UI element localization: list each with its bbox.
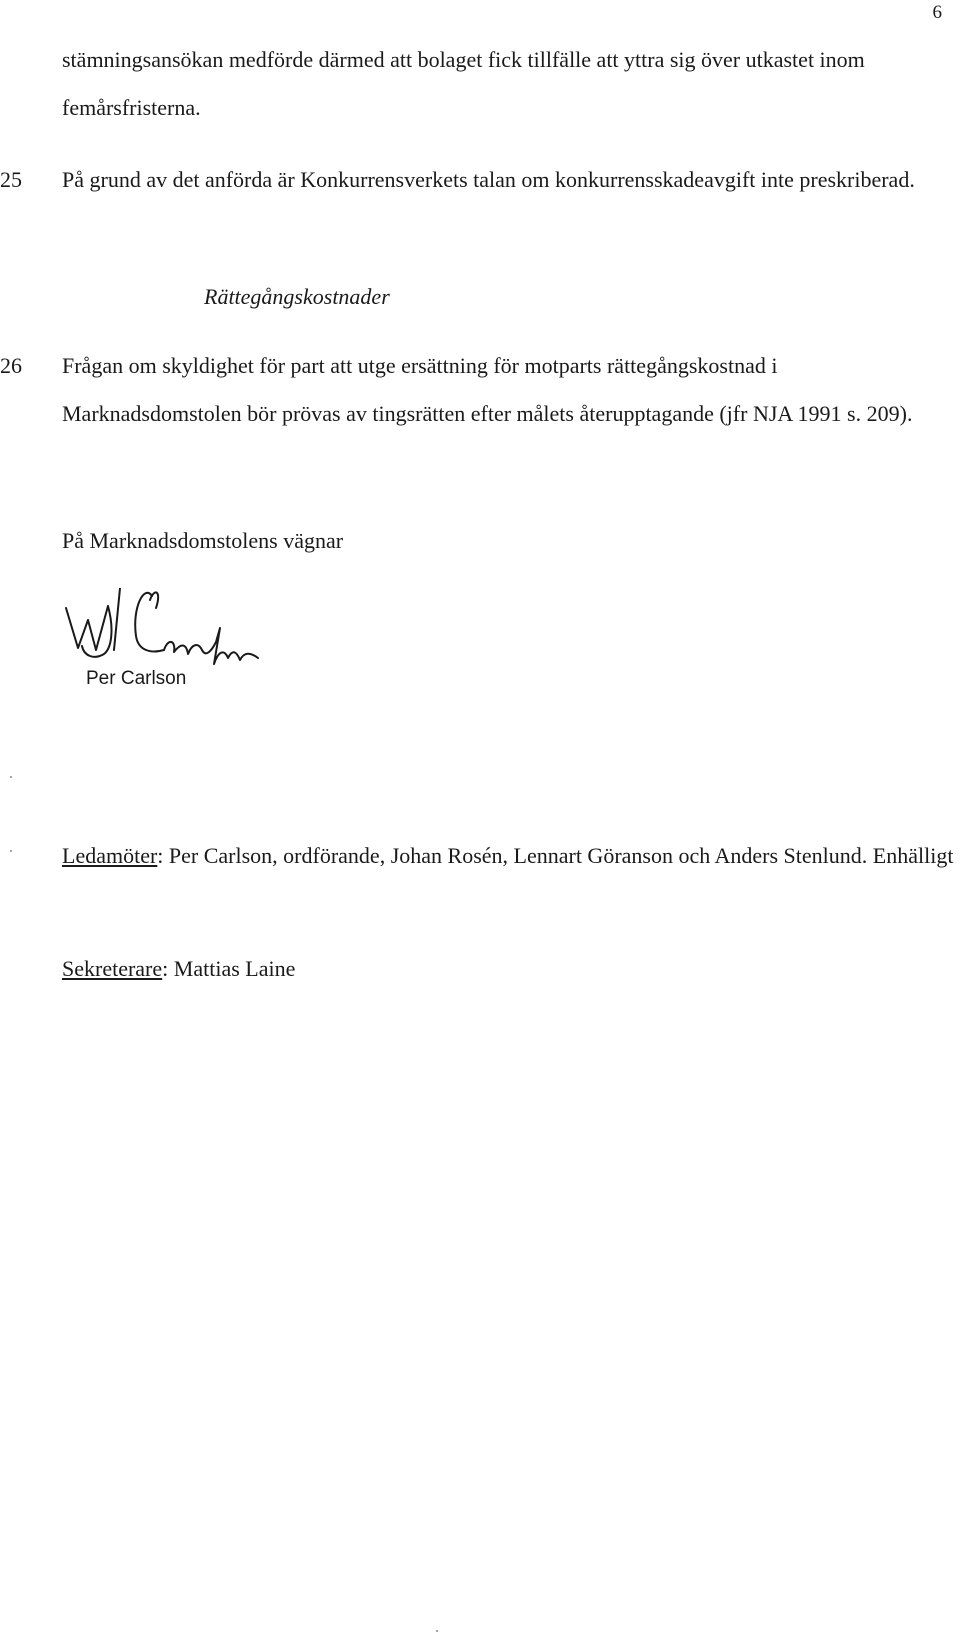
secretary-name: Mattias Laine xyxy=(168,956,296,981)
signature-intro: På Marknadsdomstolens vägnar xyxy=(62,528,344,553)
members-text: Per Carlson, ordförande, Johan Rosén, Lennart Göranson och Anders Stenlund. Enhälligt xyxy=(163,843,954,868)
paragraph-text: På grund av det anförda är Konkurrensverkets talan om konkurrensskadeavgift inte preskriberad. xyxy=(62,167,915,192)
signer-name: Per Carlson xyxy=(86,668,187,689)
paragraph-continuation xyxy=(62,36,952,132)
paragraph-25 xyxy=(62,156,952,204)
paragraph-25-number: 25 xyxy=(0,167,22,192)
dot-marker xyxy=(436,1630,438,1632)
secretary-line xyxy=(62,956,295,982)
signature-block xyxy=(64,588,324,718)
paragraph-26 xyxy=(62,342,952,438)
secretary-separator: : xyxy=(162,956,169,981)
paragraph-26-number: 26 xyxy=(0,353,22,378)
section-heading: Rättegångskostnader xyxy=(204,284,390,309)
dot-marker xyxy=(10,776,12,778)
page-number: 6 xyxy=(932,2,942,23)
secretary-label: Sekreterare xyxy=(62,956,163,981)
paragraph-text: Frågan om skyldighet för part att utge ersättning för motparts rättegångskostnad i Marknadsdomstolen bör prövas av tingsrätten efter målets återupptagande (jfr NJA 1991 s. 209). xyxy=(62,353,913,426)
paragraph-text: stämningsansökan medförde därmed att bolaget fick tillfälle att yttra sig över utkastet inom femårsfristerna. xyxy=(62,47,865,120)
members-line xyxy=(62,838,957,874)
members-label: Ledamöter xyxy=(62,843,158,868)
dot-marker xyxy=(10,850,12,852)
members-separator: : xyxy=(157,843,164,868)
handwritten-signature-icon xyxy=(64,588,324,718)
